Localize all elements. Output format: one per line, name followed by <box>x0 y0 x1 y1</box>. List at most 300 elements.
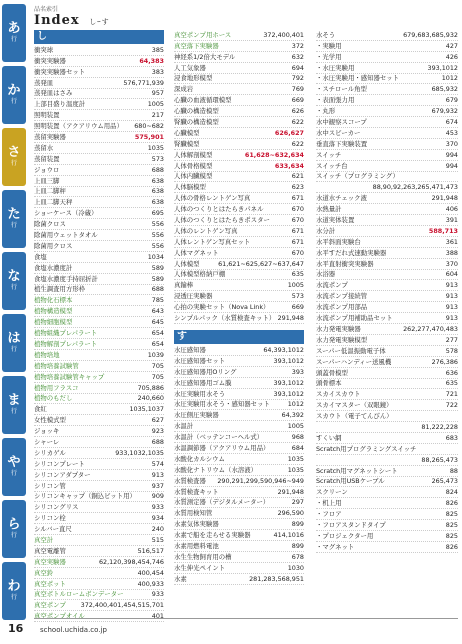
entry-pages: 1035 <box>147 143 164 152</box>
entry-pages: 825 <box>445 531 458 540</box>
entry-pages: 573 <box>291 292 304 301</box>
entry-name: 照明装置（アクアリウム用品） <box>34 122 123 131</box>
kana-tab[interactable] <box>2 562 26 620</box>
entry-name: 真空ボトルロームボンデーター <box>34 590 124 599</box>
entry-name: ・丸形 <box>316 107 336 116</box>
index-entry <box>316 259 458 270</box>
index-entry <box>174 313 304 324</box>
entry-name: 水圧実験用水そう・感知器セット <box>174 400 270 409</box>
tab-gyo: 行 <box>10 36 17 43</box>
index-entry <box>316 106 458 117</box>
index-entry <box>316 400 458 411</box>
index-entry <box>316 357 458 368</box>
entry-pages: 722 <box>445 401 458 410</box>
kana-tab[interactable] <box>2 438 26 496</box>
index-column-3 <box>316 30 458 553</box>
entry-pages: 633,634 <box>274 161 304 170</box>
index-entry <box>34 197 164 208</box>
entry-name: ・表面張力用 <box>316 96 355 105</box>
index-entry <box>174 106 304 117</box>
entry-pages: 671 <box>291 194 304 203</box>
entry-pages: 277 <box>445 335 458 344</box>
index-entry <box>34 383 164 394</box>
entry-pages: 1005 <box>287 422 304 431</box>
entry-name: 植物組織プレパラート <box>34 329 98 338</box>
index-entry <box>174 161 304 172</box>
index-header <box>34 4 184 28</box>
index-entry <box>174 30 304 41</box>
entry-pages: 994 <box>445 161 458 170</box>
index-entry <box>316 466 458 477</box>
entry-name: スカウト（電子てんびん） <box>316 412 393 421</box>
tab-kana: ま <box>7 393 21 408</box>
index-entry <box>316 444 458 455</box>
tab-kana: さ <box>7 145 21 160</box>
entry-pages: 265,473 <box>431 477 458 486</box>
index-entry <box>34 67 164 78</box>
entry-pages: 1005 <box>147 100 164 109</box>
index-entry <box>34 361 164 372</box>
entry-pages: 669 <box>291 303 304 312</box>
entry-name: 人体模型格納戸棚 <box>174 270 226 279</box>
entry-name: 水質検査キット <box>174 487 219 496</box>
entry-name: 水生伸光ペイント <box>174 563 226 572</box>
index-entry <box>316 280 458 291</box>
entry-name: スーパー低温振動電子体 <box>316 346 386 355</box>
entry-name: 衝突実験器 <box>34 56 66 65</box>
entry-name: シリコン栓 <box>34 514 66 523</box>
entry-pages: 1030 <box>287 563 304 572</box>
index-entry <box>34 143 164 154</box>
entry-pages: 994 <box>445 150 458 159</box>
entry-pages: 576,771,939 <box>123 78 164 87</box>
entry-pages: 574 <box>151 459 164 468</box>
entry-pages: 1034 <box>147 252 164 261</box>
entry-pages: 622 <box>291 118 304 127</box>
index-entry <box>316 411 458 422</box>
entry-name: 水力発電実験模型 <box>316 335 368 344</box>
entry-name: 水圧側圧実験器 <box>174 411 219 420</box>
entry-pages: 297 <box>291 498 304 507</box>
index-entry <box>34 426 164 437</box>
index-entry <box>34 78 164 89</box>
index-entry <box>316 63 458 74</box>
entry-name: 水素気体実験器 <box>174 520 219 529</box>
index-entry <box>34 208 164 219</box>
index-entry <box>316 74 458 85</box>
index-entry <box>34 502 164 513</box>
entry-name: 水圧感知器用ゴム膜 <box>174 378 232 387</box>
entry-pages: 785 <box>151 296 164 305</box>
entry-name: 水温調節器（アクアリウム用品） <box>174 443 270 452</box>
entry-name: 人体マグネット <box>174 248 219 257</box>
index-entry <box>34 590 164 601</box>
tab-gyo: 行 <box>10 222 17 229</box>
entry-pages: 62,120,398,454,746 <box>98 557 164 566</box>
entry-pages: 683 <box>445 433 458 442</box>
tab-kana: わ <box>7 579 21 594</box>
entry-name: 水中観察スコープ <box>316 118 367 127</box>
index-entry <box>174 63 304 74</box>
entry-pages: 427 <box>445 41 458 50</box>
entry-name: 人体脳模型 <box>174 183 206 192</box>
entry-pages: 635 <box>445 379 458 388</box>
entry-pages: 1012 <box>287 400 304 409</box>
index-entry <box>316 433 458 444</box>
index-entry <box>316 389 458 400</box>
entry-name: ・水圧実験用・感知器セット <box>316 74 400 83</box>
entry-name: 上部目盛り温度計 <box>34 100 86 109</box>
entry-pages: 913 <box>445 292 458 301</box>
entry-name: スイッチ <box>316 150 342 159</box>
kana-tab-bar <box>0 0 28 644</box>
entry-pages: 296,590 <box>277 509 304 518</box>
entry-name: 浸食地形模型 <box>174 74 213 83</box>
entry-name: 人体解剖模型 <box>174 150 213 159</box>
header-subtitle: 品名索引 <box>34 6 59 13</box>
entry-pages: 792 <box>291 74 304 83</box>
entry-name: 水平斜面実験台 <box>316 237 361 246</box>
tab-gyo: 行 <box>10 408 17 415</box>
index-entry <box>174 280 304 291</box>
entry-pages: 370 <box>445 259 458 268</box>
entry-pages: 632 <box>291 52 304 61</box>
index-entry <box>316 215 458 226</box>
tab-kana: ら <box>7 517 21 532</box>
entry-pages: 291,948 <box>277 314 304 323</box>
entry-pages: 680~682 <box>134 122 164 131</box>
entry-name: 人体レントゲン写真セット <box>174 237 251 246</box>
entry-pages: 1035 <box>287 465 304 474</box>
entry-pages: 578 <box>445 346 458 355</box>
entry-pages: 678 <box>291 552 304 561</box>
entry-pages: 400,933 <box>137 579 164 588</box>
index-entry <box>174 139 304 150</box>
index-entry <box>174 487 304 498</box>
entry-name: 人体の骨格レントゲン写真 <box>174 194 251 203</box>
index-entry <box>174 454 304 465</box>
index-entry <box>174 291 304 302</box>
entry-pages: 64,392 <box>281 411 304 420</box>
index-entry <box>34 176 164 187</box>
entry-pages: 694 <box>291 63 304 72</box>
entry-pages: 372 <box>291 41 304 50</box>
entry-pages: 671 <box>291 226 304 235</box>
index-entry <box>316 30 458 41</box>
entry-name: 真鍮棒 <box>174 281 194 290</box>
entry-name: ジョッキ <box>34 427 60 436</box>
index-entry <box>34 241 164 252</box>
kana-tab[interactable] <box>2 128 26 186</box>
tab-gyo: 行 <box>10 346 17 353</box>
entry-name: 人体模型 <box>174 259 200 268</box>
entry-pages: 909 <box>151 492 164 501</box>
section-header: す <box>174 330 304 344</box>
entry-name: 真空ポンプ用ホース <box>174 30 232 39</box>
entry-name: シリコンアダプター <box>34 470 91 479</box>
index-entry <box>316 477 458 488</box>
index-entry <box>316 161 458 172</box>
index-entry <box>34 557 164 568</box>
entry-pages: 654 <box>151 329 164 338</box>
index-entry <box>34 339 164 350</box>
kana-tab[interactable] <box>2 4 26 62</box>
entry-name: 衝突実験器セット <box>34 67 86 76</box>
entry-pages: 64,383 <box>139 56 164 65</box>
kana-tab[interactable] <box>2 376 26 434</box>
kana-tab[interactable] <box>2 252 26 310</box>
index-column-2 <box>174 30 304 585</box>
entry-name: 垂直落下実験装置 <box>316 139 368 148</box>
index-entry <box>34 372 164 383</box>
entry-pages: 291,948 <box>277 487 304 496</box>
entry-pages: 372,400,401 <box>263 30 304 39</box>
index-entry <box>316 324 458 335</box>
entry-pages: 825 <box>445 520 458 529</box>
entry-pages: 671 <box>291 237 304 246</box>
entry-name: 水力発電実験器 <box>316 324 361 333</box>
tab-gyo: 行 <box>10 532 17 539</box>
index-entry <box>34 328 164 339</box>
entry-name: 植物用フラスコ <box>34 383 79 392</box>
index-entry <box>316 455 458 466</box>
tab-gyo: 行 <box>10 98 17 105</box>
entry-name: スクリーン <box>316 488 348 497</box>
entry-pages: 913 <box>445 281 458 290</box>
index-entry <box>316 422 458 433</box>
entry-name: 水質測定器（デジタルメーター） <box>174 498 270 507</box>
entry-pages: 933,1032,1035 <box>115 448 164 457</box>
entry-pages: 88 <box>449 466 458 475</box>
entry-name: 真空ポット <box>34 579 66 588</box>
entry-name: 植物のもだし <box>34 394 73 403</box>
entry-name: 水平すだれ式速動実験器 <box>316 248 387 257</box>
entry-name: 水分計 <box>316 226 336 235</box>
entry-name: ・水圧実験用 <box>316 63 355 72</box>
index-entry <box>34 154 164 165</box>
index-entry <box>316 542 458 553</box>
index-entry <box>316 237 458 248</box>
entry-pages: 705 <box>151 372 164 381</box>
entry-name: 水酸化ナトリウム（水溶液） <box>174 465 258 474</box>
entry-name: 水温計（ベッテンコーヘル式） <box>174 433 264 442</box>
entry-name: ショーケース（冷蔵） <box>34 209 98 218</box>
kana-tab[interactable] <box>2 66 26 124</box>
index-entry <box>316 193 458 204</box>
tab-kana: た <box>7 207 21 222</box>
entry-name: 食紅 <box>34 405 47 414</box>
entry-name: 食塩 <box>34 252 47 261</box>
entry-name: 植物細胞模型 <box>34 318 73 327</box>
entry-name: 食塩水濃度計 <box>34 263 73 272</box>
entry-pages: 556 <box>151 220 164 229</box>
header-title <box>34 13 184 28</box>
entry-name: 人体内臓模型 <box>174 172 213 181</box>
index-entry <box>174 356 304 367</box>
index-entry <box>34 470 164 481</box>
index-entry <box>316 487 458 498</box>
entry-name: 蒸留装置 <box>34 154 60 163</box>
entry-name: 水生生物飼育用の槽 <box>174 552 232 561</box>
index-entry <box>316 335 458 346</box>
entry-pages: 643 <box>151 307 164 316</box>
index-entry <box>34 404 164 415</box>
entry-name: 照明装置 <box>34 111 60 120</box>
entry-name: 水道実体装置 <box>316 216 355 225</box>
entry-pages: 383 <box>151 67 164 76</box>
index-entry <box>316 41 458 52</box>
tab-gyo: 行 <box>10 160 17 167</box>
entry-name: スカイスカウト <box>316 390 361 399</box>
index-entry <box>316 150 458 161</box>
tab-kana: や <box>7 455 21 470</box>
entry-pages: 88,265,473 <box>421 455 458 464</box>
tab-gyo: 行 <box>10 284 17 291</box>
index-entry <box>316 302 458 313</box>
entry-pages: 670 <box>291 248 304 257</box>
entry-pages: 515 <box>151 535 164 544</box>
index-entry <box>34 535 164 546</box>
entry-pages: 393,1012 <box>273 356 304 365</box>
index-entry <box>316 270 458 281</box>
index-entry <box>316 248 458 259</box>
entry-pages: 826 <box>445 542 458 551</box>
entry-pages: 913 <box>445 303 458 312</box>
entry-pages: 291,948 <box>431 194 458 203</box>
entry-name: 水圧感知器 <box>174 345 206 354</box>
index-entry <box>174 270 304 281</box>
entry-pages: 705,886 <box>137 383 164 392</box>
entry-name: 心拍の実験セット（Nova Link） <box>174 303 270 312</box>
index-entry <box>174 237 304 248</box>
index-entry <box>34 317 164 328</box>
entry-pages: 589 <box>151 263 164 272</box>
entry-name: 植物構造模型 <box>34 307 73 316</box>
index-entry <box>34 350 164 361</box>
footer-rule <box>34 618 458 619</box>
entry-pages: 370 <box>445 139 458 148</box>
entry-pages: 688 <box>151 165 164 174</box>
entry-name: Scratch用プログラミングスイッチ <box>316 444 417 453</box>
entry-pages: 824 <box>445 488 458 497</box>
entry-pages: 290,291,299,590,946~949 <box>217 476 304 485</box>
entry-name: 水質用検知管 <box>174 509 213 518</box>
entry-name: 衝突球 <box>34 45 54 54</box>
tab-kana: か <box>7 83 21 98</box>
index-entry <box>174 74 304 85</box>
entry-pages: 393 <box>291 367 304 376</box>
index-entry <box>34 89 164 100</box>
entry-pages: 679,932 <box>431 107 458 116</box>
entry-pages: 622 <box>291 139 304 148</box>
entry-name: 上皿三脚 <box>34 176 60 185</box>
index-entry <box>34 492 164 503</box>
entry-name: 食塩水濃度手持屈折計 <box>34 274 98 283</box>
entry-name: 人体骨格模型 <box>174 161 213 170</box>
section-header-shi: し <box>34 30 164 44</box>
entry-pages: 968 <box>291 433 304 442</box>
index-entry <box>174 302 304 313</box>
entry-name: 水浴器 <box>316 270 336 279</box>
entry-name: ・フロア <box>316 510 342 519</box>
entry-pages: 1035 <box>287 454 304 463</box>
index-entry <box>34 524 164 535</box>
entry-name: 水流ポンプ <box>316 281 348 290</box>
index-entry <box>174 519 304 530</box>
kana-tab[interactable] <box>2 314 26 372</box>
entry-pages: 61,628~632,634 <box>244 150 304 159</box>
entry-pages: 217 <box>151 111 164 120</box>
index-entry <box>174 432 304 443</box>
index-entry <box>34 394 164 405</box>
entry-pages: 674 <box>445 118 458 127</box>
index-entry <box>34 459 164 470</box>
entry-name: 水熱量計 <box>316 205 342 214</box>
entry-name: 水流ポンプ用補助品セット <box>316 314 393 323</box>
entry-pages: 679,683,685,932 <box>403 30 458 39</box>
entry-pages: 826 <box>445 499 458 508</box>
entry-name: 植物培養試験管 <box>34 361 79 370</box>
entry-name: 水平直射衝突実験器 <box>316 259 374 268</box>
entry-pages: 688 <box>151 437 164 446</box>
entry-pages: 705 <box>151 361 164 370</box>
index-entry <box>316 172 458 183</box>
entry-name: 蒸発皿 <box>34 78 54 87</box>
index-entry <box>174 410 304 421</box>
index-entry <box>34 579 164 590</box>
entry-name: スカイマスター（双眼鏡） <box>316 401 393 410</box>
entry-name: 蒸発皿はさみ <box>34 89 73 98</box>
entry-name: シリコンプレート <box>34 459 85 468</box>
entry-pages: 957 <box>151 89 164 98</box>
index-entry <box>34 481 164 492</box>
entry-pages: 638 <box>151 187 164 196</box>
entry-name: 真空鈴 <box>34 568 54 577</box>
entry-pages: 262,277,470,483 <box>403 324 458 333</box>
entry-pages: 688 <box>151 285 164 294</box>
entry-pages: 88,90,92,263,265,471,473 <box>372 183 458 192</box>
entry-name: 水素 <box>174 574 187 583</box>
entry-name: 水温計 <box>174 422 194 431</box>
index-entry <box>316 520 458 531</box>
entry-pages: 556 <box>151 231 164 240</box>
entry-name: 除菌クロス <box>34 220 66 229</box>
footer-url[interactable]: school.uchida.co.jp <box>40 626 107 634</box>
kana-tab[interactable] <box>2 500 26 558</box>
index-entry <box>174 215 304 226</box>
entry-pages: 573 <box>151 154 164 163</box>
entry-pages: 516,517 <box>137 546 164 555</box>
index-entry <box>34 513 164 524</box>
entry-name: すくい網 <box>316 433 342 442</box>
entry-pages: 64,393,1012 <box>263 345 304 354</box>
entry-pages: 638 <box>151 176 164 185</box>
index-entry <box>316 204 458 215</box>
entry-name: ・スチロール角型 <box>316 85 367 94</box>
index-entry <box>34 306 164 317</box>
entry-name: 蒸留実験器 <box>34 133 66 142</box>
index-entry <box>316 313 458 324</box>
kana-tab[interactable] <box>2 190 26 248</box>
entry-pages: 934 <box>151 514 164 523</box>
index-entry <box>174 193 304 204</box>
entry-name: スイッチ台 <box>316 161 348 170</box>
entry-pages: 414,1016 <box>273 531 304 540</box>
entry-pages: 899 <box>291 541 304 550</box>
entry-name: 水道水チェック液 <box>316 194 367 203</box>
entry-name: シリコングリス <box>34 503 79 512</box>
entry-name: シリカゲル <box>34 448 66 457</box>
